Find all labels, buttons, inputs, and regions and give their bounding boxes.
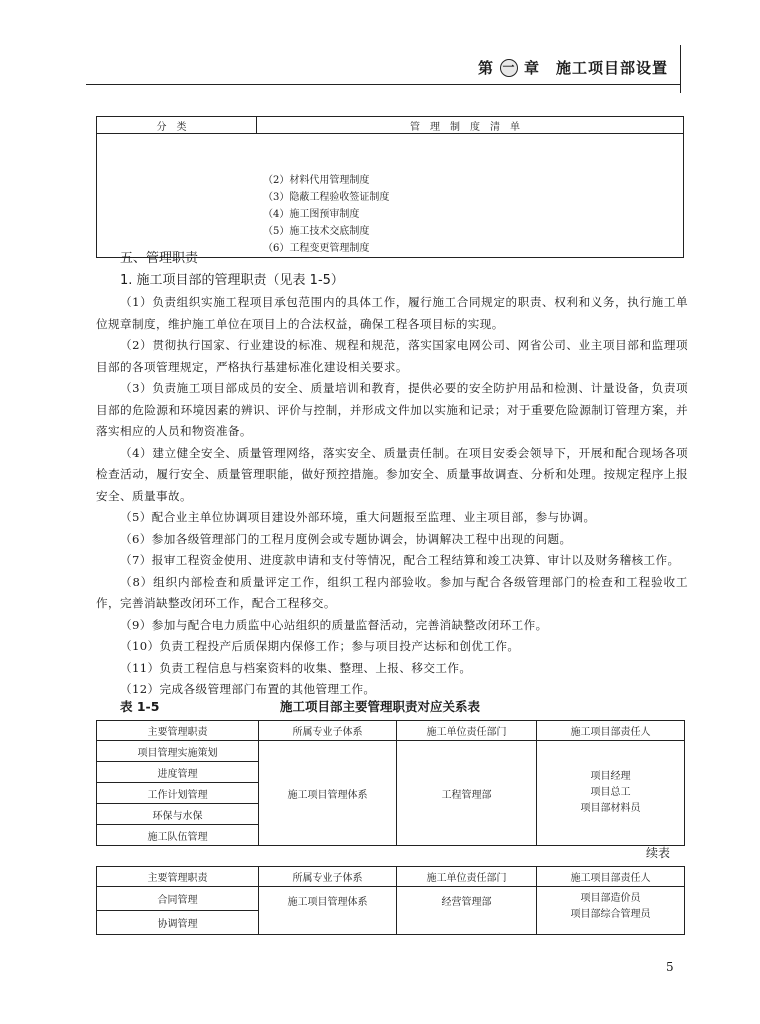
chapter-number-badge: 一: [500, 59, 518, 77]
page-header: [0, 0, 760, 100]
paragraph: （10）负责工程投产后质保期内保修工作；参与项目投产达标和创优工作。: [120, 639, 520, 653]
category-header: 分类: [97, 117, 257, 134]
column-header: 主要管理职责: [97, 721, 259, 741]
duty-cell: 项目管理实施策划: [97, 741, 259, 762]
table-title: 施工项目部主要管理职责对应关系表: [280, 699, 481, 714]
column-header: 所属专业子体系: [259, 867, 397, 887]
system-list-header: 管理制度清单: [257, 117, 684, 134]
paragraph: （9）参加与配合电力质监中心站组织的质量监督活动，完善消缺整改闭环工作。: [120, 617, 548, 632]
column-header: 主要管理职责: [97, 867, 259, 887]
responsible-person: 项目总工: [590, 787, 631, 798]
paragraph: （12）完成各级管理部门布置的其他管理工作。: [120, 682, 376, 696]
responsible-person: 项目部材料员: [580, 803, 641, 814]
management-system-table: [96, 116, 684, 258]
paragraph: （2）贯彻执行国家、行业建设的标准、规程和规范，落实国家电网公司、网省公司、业主项目部和监理项目部的各项管理规定，严格执行基建标准化建设相关要求。: [96, 338, 688, 374]
responsible-person: 项目经理: [590, 771, 631, 782]
chapter-prefix: 第: [477, 59, 494, 77]
department-cell: 工程管理部: [397, 741, 537, 846]
table-label: 表 1-5: [120, 699, 160, 714]
column-header: 所属专业子体系: [259, 721, 397, 741]
subsystem-cell: 施工项目管理体系: [259, 887, 397, 935]
subsystem-cell: 施工项目管理体系: [259, 741, 397, 846]
header-rule: [86, 84, 681, 85]
duty-cell: 施工队伍管理: [97, 825, 259, 846]
list-item: （3）隐蔽工程验收签证制度: [263, 192, 390, 203]
duties-table-continued: [96, 866, 685, 935]
responsible-person: 项目部综合管理员: [570, 909, 651, 920]
chapter-suffix: 章: [523, 59, 540, 77]
duty-cell: 环保与水保: [97, 804, 259, 825]
list-item: （5）施工技术交底制度: [263, 226, 370, 237]
responsible-cell: [537, 887, 685, 935]
system-list-cell: [97, 134, 684, 258]
header-vertical-rule: [680, 45, 681, 93]
paragraph: （7）报审工程资金使用、进度款申请和支付等情况，配合工程结算和竣工决算、审计以及财务稽核工作。: [120, 553, 680, 567]
subsection-heading: 1. 施工项目部的管理职责（见表 1-5）: [120, 273, 344, 288]
section-heading: 五、管理职责: [120, 251, 199, 266]
responsible-person: 项目部造价员: [580, 893, 641, 904]
column-header: 施工单位责任部门: [397, 867, 537, 887]
list-item: （4）施工图预审制度: [263, 209, 360, 220]
paragraph: （6）参加各级管理部门的工程月度例会或专题协调会，协调解决工程中出现的问题。: [120, 531, 572, 546]
column-header: 施工项目部责任人: [537, 721, 685, 741]
department-cell: 经营管理部: [397, 887, 537, 935]
paragraph: （8）组织内部检查和质量评定工作，组织工程内部验收。参加与配合各级管理部门的检查和工程验收工作，完善消缺整改闭环工作，配合工程移交。: [96, 574, 688, 610]
chapter-name: 施工项目部设置: [555, 59, 668, 77]
paragraph: （3）负责施工项目部成员的安全、质量培训和教育，提供必要的安全防护用品和检测、计量设备，负责项目部的危险源和环境因素的辨识、评价与控制，并形成文件加以实施和记录；对于重要危险源制订管理方案，并落实相应的人员和物资准备。: [96, 381, 688, 438]
chapter-title: [478, 57, 668, 78]
column-header: 施工项目部责任人: [537, 867, 685, 887]
paragraph: （5）配合业主单位协调项目建设外部环境，重大问题报至监理、业主项目部，参与协调。: [120, 510, 596, 524]
duties-table: [96, 720, 685, 846]
paragraph: （1）负责组织实施工程项目承包范围内的具体工作，履行施工合同规定的职责、权利和义务，执行施工单位规章制度，维护施工单位在项目上的合法权益，确保工程各项目标的实现。: [96, 295, 688, 331]
paragraph: （4）建立健全安全、质量管理网络，落实安全、质量责任制。在项目安委会领导下，开展和配合现场各项检查活动，履行安全、质量管理职能，做好预控措施。参加安全、质量事故调查、分析和处理。按规定程序上报安全、质量事故。: [96, 445, 688, 503]
section-content: [96, 248, 688, 701]
list-item: （6）工程变更管理制度: [263, 243, 370, 254]
responsible-cell: [537, 741, 685, 846]
duty-cell: 工作计划管理: [97, 783, 259, 804]
list-item: （2）材料代用管理制度: [263, 175, 370, 186]
table-caption: [96, 697, 686, 715]
paragraph: （11）负责工程信息与档案资料的收集、整理、上报、移交工作。: [120, 660, 472, 675]
duty-cell: 合同管理: [97, 887, 259, 911]
continued-label: 续表: [646, 846, 671, 860]
duty-cell: 进度管理: [97, 762, 259, 783]
column-header: 施工单位责任部门: [397, 721, 537, 741]
page-number: 5: [666, 960, 674, 974]
duty-cell: 协调管理: [97, 911, 259, 935]
